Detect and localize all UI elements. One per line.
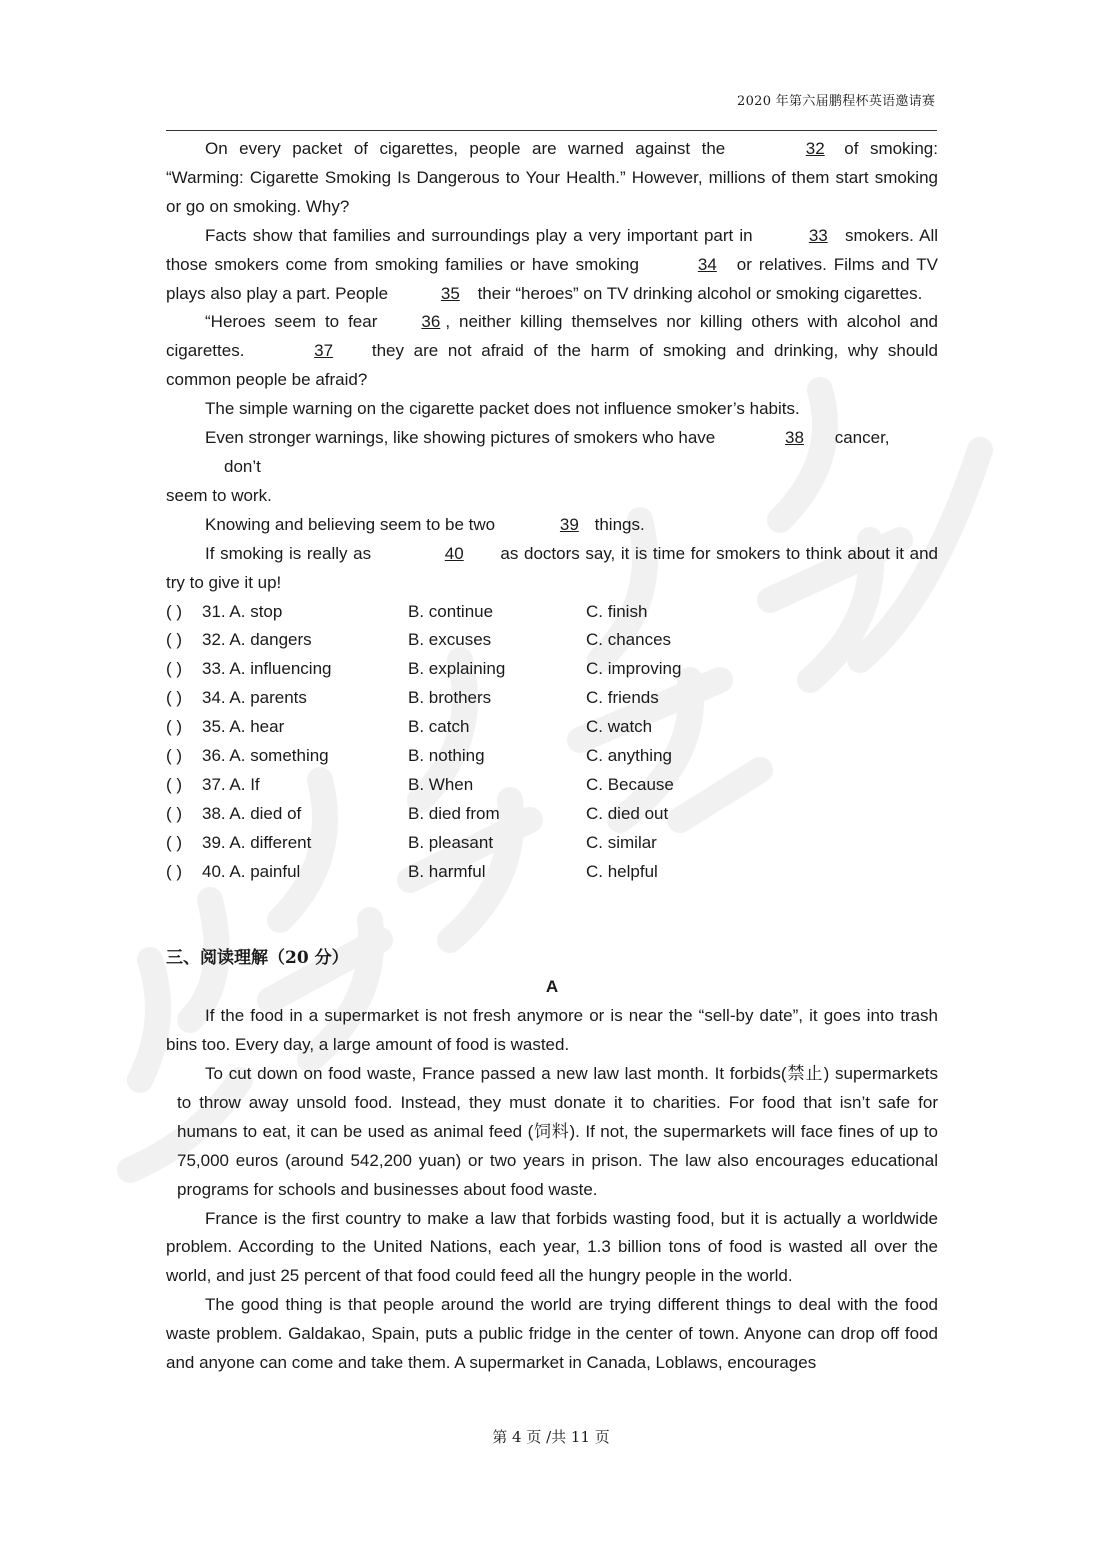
- header-rule: [166, 130, 937, 131]
- text: “Heroes seem to fear: [205, 312, 378, 332]
- reading-paragraph-3: France is the first country to make a law that forbids wasting food, but it is actually a worldwide problem. According to the United Nations, each year, 1.3 billion tons of food is wasted all over the world, and just 25 percent of that food could feed all the hungry people in the world.: [166, 1208, 938, 1286]
- option-b: B. excuses: [408, 630, 492, 650]
- option-a: 36. A. something: [202, 745, 329, 765]
- option-a: 37. A. If: [202, 774, 260, 794]
- cloze-paragraph-5: [166, 424, 938, 453]
- option-a: 34. A. parents: [202, 688, 307, 708]
- option-row-34: [166, 684, 938, 713]
- option-b: B. harmful: [408, 861, 486, 881]
- answer-blank[interactable]: ( ): [166, 688, 183, 708]
- option-c: C. friends: [586, 688, 659, 708]
- blank-34: 34: [697, 254, 717, 274]
- option-c: C. chances: [586, 630, 672, 650]
- passage-letter: A: [545, 977, 559, 997]
- option-row-37: [166, 771, 938, 800]
- options-list: [166, 598, 938, 887]
- text: as doctors say, it is time for smokers to think about it and try to give it up!: [166, 543, 939, 592]
- cloze-paragraph-5-end: seem to work.: [166, 485, 272, 505]
- text: smokers. All those smokers come from smoking families or have smoking: [166, 225, 938, 274]
- text: Knowing and believing seem to be two: [205, 514, 496, 534]
- option-b: B. died from: [408, 803, 500, 823]
- blank-40: 40: [444, 543, 464, 563]
- answer-blank[interactable]: ( ): [166, 659, 183, 679]
- option-b: B. nothing: [408, 745, 485, 765]
- cloze-paragraph-5-continued: don’t: [224, 456, 261, 476]
- text: If smoking is really as: [205, 543, 372, 563]
- answer-blank[interactable]: ( ): [166, 861, 183, 881]
- text: they are not afraid of the harm of smoking and drinking, why should common people be afraid?: [166, 341, 938, 390]
- option-row-39: [166, 829, 938, 858]
- text: things.: [594, 514, 645, 534]
- text: Even stronger warnings, like showing pictures of smokers who have: [205, 428, 716, 448]
- option-a: 40. A. painful: [202, 861, 301, 881]
- option-c: C. died out: [586, 803, 669, 823]
- option-c: C. helpful: [586, 861, 658, 881]
- option-c: C. Because: [586, 774, 674, 794]
- cloze-paragraph-1: [166, 135, 938, 222]
- page-footer: 第 4 页 /共 11 页: [492, 1428, 610, 1446]
- text: of smoking: “Warming: Cigarette Smoking Is Dangerous to Your Health.” However, millions of them start smoking or go on smoking. Why?: [166, 139, 938, 216]
- answer-blank[interactable]: ( ): [166, 803, 183, 823]
- option-a: 39. A. different: [202, 832, 312, 852]
- option-b: B. brothers: [408, 688, 492, 708]
- option-a: 32. A. dangers: [202, 630, 312, 650]
- reading-paragraph-2: To cut down on food waste, France passed a new law last month. It forbids(禁止) supermarkets to throw away unsold food. Instead, they must donate it to charities. For food that isn’t safe for humans to eat, it can be used as animal feed (饲料). If not, the supermarkets will face fines of up to 75,000 euros (around 542,200 yuan) or two years in prison. The law also encourages educational programs for schools and businesses about food waste.: [177, 1064, 938, 1199]
- text: Facts show that families and surroundings play a very important part in: [205, 225, 753, 245]
- option-row-38: [166, 800, 938, 829]
- answer-blank[interactable]: ( ): [166, 745, 183, 765]
- option-a: 31. A. stop: [202, 601, 283, 621]
- section-title: 三、阅读理解（20 分）: [166, 948, 349, 969]
- option-row-32: [166, 626, 938, 655]
- option-b: B. continue: [408, 601, 494, 621]
- reading-paragraph-1: If the food in a supermarket is not fresh anymore or is near the “sell-by date”, it goes into trash bins too. Every day, a large amount of food is wasted.: [166, 1006, 938, 1055]
- page-content: [166, 135, 938, 1378]
- text: their “heroes” on TV drinking alcohol or smoking cigarettes.: [477, 283, 923, 303]
- text: or relatives. Films and TV plays also play a part. People: [166, 254, 938, 303]
- option-b: B. pleasant: [408, 832, 494, 852]
- option-b: B. catch: [408, 717, 470, 737]
- option-a: 35. A. hear: [202, 717, 285, 737]
- option-c: C. finish: [586, 601, 648, 621]
- option-row-33: [166, 655, 938, 684]
- option-a: 33. A. influencing: [202, 659, 332, 679]
- option-c: C. improving: [586, 659, 682, 679]
- cloze-paragraph-7: [166, 540, 938, 598]
- option-row-31: [166, 598, 938, 627]
- cloze-paragraph-2: [166, 222, 938, 309]
- text: , neither killing themselves nor killing others with alcohol and cigarettes.: [166, 312, 938, 361]
- text: On every packet of cigarettes, people are warned against the: [205, 139, 726, 158]
- text: cancer,: [834, 428, 890, 448]
- option-c: C. similar: [586, 832, 657, 852]
- reading-paragraph-4: The good thing is that people around the world are trying different things to deal with the food waste problem. Galdakao, Spain, puts a public fridge in the center of town. Anyone can drop off food and anyone can come and take them. A supermarket in Canada, Loblaws, encourages: [166, 1295, 938, 1373]
- option-b: B. When: [408, 774, 474, 794]
- blank-32: 32: [805, 139, 825, 158]
- option-c: C. anything: [586, 745, 672, 765]
- option-row-36: [166, 742, 938, 771]
- option-b: B. explaining: [408, 659, 506, 679]
- cloze-paragraph-3: [166, 308, 938, 395]
- blank-33: 33: [808, 225, 828, 245]
- option-a: 38. A. died of: [202, 803, 302, 823]
- blank-37: 37: [314, 341, 334, 361]
- answer-blank[interactable]: ( ): [166, 630, 183, 650]
- option-row-35: [166, 713, 938, 742]
- option-row-40: [166, 858, 938, 887]
- answer-blank[interactable]: ( ): [166, 601, 183, 621]
- blank-35: 35: [440, 283, 460, 303]
- cloze-paragraph-4: The simple warning on the cigarette packet does not influence smoker’s habits.: [205, 399, 800, 419]
- cloze-paragraph-6: [166, 511, 938, 540]
- answer-blank[interactable]: ( ): [166, 717, 183, 737]
- blank-36: 36: [421, 312, 441, 332]
- blank-39: 39: [559, 514, 579, 534]
- blank-38: 38: [785, 428, 804, 448]
- answer-blank[interactable]: ( ): [166, 832, 183, 852]
- answer-blank[interactable]: ( ): [166, 774, 183, 794]
- page-header: 2020 年第六届鹏程杯英语邀请赛: [737, 94, 936, 109]
- option-c: C. watch: [586, 717, 653, 737]
